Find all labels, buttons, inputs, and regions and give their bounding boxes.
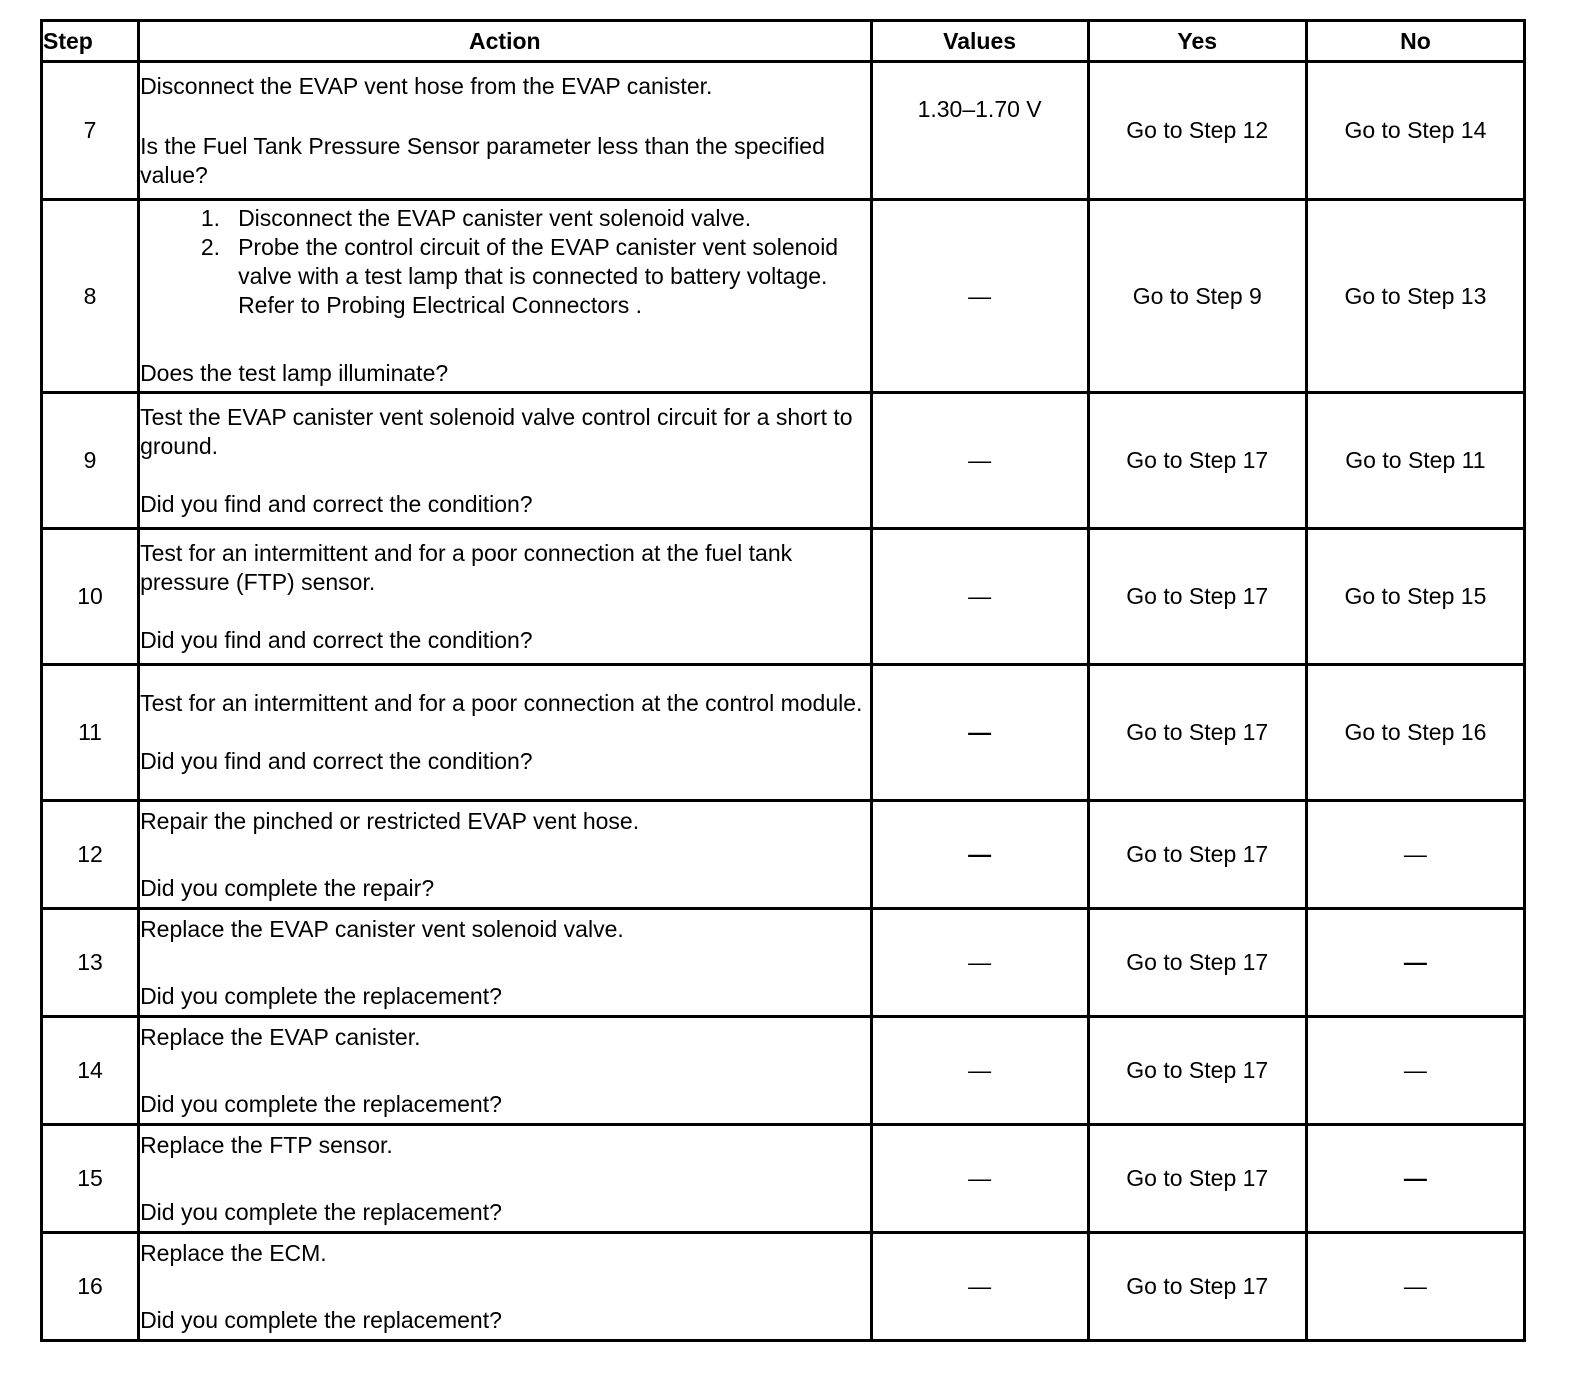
action-text: Test for an intermittent and for a poor connection at the fuel tank pressure (FTP) sensor. xyxy=(140,539,793,595)
action-text: Repair the pinched or restricted EVAP vent hose. xyxy=(140,807,640,834)
action-question: Did you complete the replacement? xyxy=(140,1090,502,1117)
header-row xyxy=(42,21,1525,62)
step-number: 9 xyxy=(42,393,139,529)
no-cell: Go to Step 11 xyxy=(1306,393,1524,529)
table-row xyxy=(42,62,1525,200)
no-cell: — xyxy=(1306,909,1524,1017)
header-step: Step xyxy=(42,21,139,62)
header-no: No xyxy=(1306,21,1524,62)
list-item-number: 1. xyxy=(200,205,221,231)
action-question: Is the Fuel Tank Pressure Sensor parameter less than the specified value? xyxy=(140,132,825,188)
action-question: Did you complete the replacement? xyxy=(140,1306,502,1333)
list-item-number: 2. xyxy=(200,234,221,260)
action-question: Did you complete the replacement? xyxy=(140,982,502,1009)
yes-cell: Go to Step 17 xyxy=(1088,1233,1306,1341)
action-text: Replace the EVAP canister. xyxy=(140,1023,421,1050)
table-row xyxy=(42,200,1525,393)
step-number: 8 xyxy=(42,200,139,393)
step-number: 11 xyxy=(42,665,139,801)
no-cell: — xyxy=(1306,1125,1524,1233)
action-question: Did you find and correct the condition? xyxy=(140,626,533,653)
action-cell xyxy=(139,801,871,909)
step-number: 14 xyxy=(42,1017,139,1125)
values-cell: — xyxy=(871,1233,1088,1341)
diagnostic-table xyxy=(40,19,1526,1342)
table-row xyxy=(42,1233,1525,1341)
action-cell xyxy=(139,200,871,393)
step-number: 12 xyxy=(42,801,139,909)
list-item xyxy=(200,233,869,320)
step-number: 7 xyxy=(42,62,139,200)
yes-cell: Go to Step 17 xyxy=(1088,801,1306,909)
no-cell: Go to Step 13 xyxy=(1306,200,1524,393)
action-text: Disconnect the EVAP vent hose from the EVAP canister. xyxy=(140,72,713,99)
action-cell xyxy=(139,1233,871,1341)
no-cell: Go to Step 16 xyxy=(1306,665,1524,801)
action-cell xyxy=(139,393,871,529)
action-cell xyxy=(139,1125,871,1233)
no-cell: Go to Step 14 xyxy=(1306,62,1524,200)
values-cell: — xyxy=(871,1125,1088,1233)
yes-cell: Go to Step 17 xyxy=(1088,665,1306,801)
no-cell: Go to Step 15 xyxy=(1306,529,1524,665)
values-cell: — xyxy=(871,529,1088,665)
header-action: Action xyxy=(139,21,871,62)
action-cell xyxy=(139,1017,871,1125)
list-item xyxy=(200,204,869,233)
values-cell: — xyxy=(871,801,1088,909)
action-question: Did you find and correct the condition? xyxy=(140,490,533,517)
action-question: Does the test lamp illuminate? xyxy=(140,360,449,386)
no-cell: — xyxy=(1306,801,1524,909)
action-text: Test the EVAP canister vent solenoid valve control circuit for a short to ground. xyxy=(140,403,853,459)
table-row xyxy=(42,529,1525,665)
action-cell xyxy=(139,909,871,1017)
no-cell: — xyxy=(1306,1233,1524,1341)
yes-cell: Go to Step 17 xyxy=(1088,1125,1306,1233)
yes-cell: Go to Step 17 xyxy=(1088,1017,1306,1125)
action-question: Did you complete the replacement? xyxy=(140,1198,502,1225)
yes-cell: Go to Step 17 xyxy=(1088,529,1306,665)
table-row xyxy=(42,1125,1525,1233)
action-cell xyxy=(139,529,871,665)
list-item-text: Probe the control circuit of the EVAP canister vent solenoid valve with a test lamp that is connected to battery voltage. Refer to Probing Electrical Connectors . xyxy=(238,234,839,318)
yes-cell: Go to Step 12 xyxy=(1088,62,1306,200)
table-row xyxy=(42,801,1525,909)
action-question: Did you find and correct the condition? xyxy=(140,748,533,774)
values-cell: — xyxy=(871,1017,1088,1125)
table-row xyxy=(42,393,1525,529)
action-cell xyxy=(139,665,871,801)
action-text: Replace the EVAP canister vent solenoid valve. xyxy=(140,915,624,942)
values-text: 1.30–1.70 V xyxy=(917,95,1042,122)
yes-cell: Go to Step 17 xyxy=(1088,393,1306,529)
action-text: Replace the FTP sensor. xyxy=(140,1131,393,1158)
header-yes: Yes xyxy=(1088,21,1306,62)
action-cell xyxy=(139,62,871,200)
header-values: Values xyxy=(871,21,1088,62)
values-cell: — xyxy=(871,909,1088,1017)
step-number: 16 xyxy=(42,1233,139,1341)
action-list xyxy=(140,204,869,320)
table-row xyxy=(42,1017,1525,1125)
values-cell xyxy=(871,62,1088,200)
step-number: 10 xyxy=(42,529,139,665)
table-row xyxy=(42,665,1525,801)
yes-cell: Go to Step 9 xyxy=(1088,200,1306,393)
action-text: Test for an intermittent and for a poor connection at the control module. xyxy=(140,690,863,716)
yes-cell: Go to Step 17 xyxy=(1088,909,1306,1017)
values-cell: — xyxy=(871,665,1088,801)
step-number: 13 xyxy=(42,909,139,1017)
values-cell: — xyxy=(871,200,1088,393)
values-cell: — xyxy=(871,393,1088,529)
list-item-text: Disconnect the EVAP canister vent solenoid valve. xyxy=(238,205,752,231)
no-cell: — xyxy=(1306,1017,1524,1125)
step-number: 15 xyxy=(42,1125,139,1233)
table-row xyxy=(42,909,1525,1017)
action-text: Replace the ECM. xyxy=(140,1239,327,1266)
action-question: Did you complete the repair? xyxy=(140,874,435,901)
